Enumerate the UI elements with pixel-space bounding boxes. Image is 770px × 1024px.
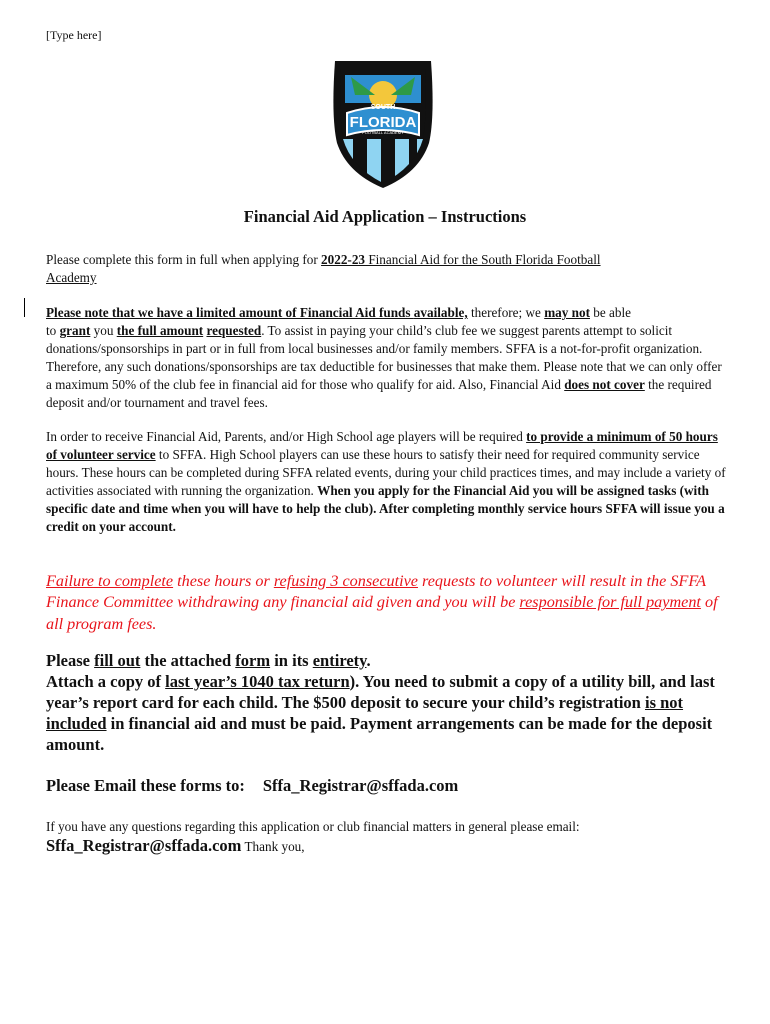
email-label: Please Email these forms to: [46, 776, 245, 795]
intro-paragraph: Please complete this form in full when applying for 2022-23 Financial Aid for the South Florida Football Academy [46, 252, 601, 285]
sffa-logo [331, 55, 435, 188]
thank-you-text: Thank you, [241, 839, 305, 854]
funds-note-paragraph: Please note that we have a limited amount of Financial Aid funds available, therefore; we may not be able to grant you the full amount requested. To assist in paying your child’s club fee we suggest parents attempt to solicit donations/sponsorships in part or in full from local businesses and/or family members. SFFA is a not-for-profit organization. Therefore, any such donations/sponsorships are tax deductible for businesses that make them. Please note that we can only offer a maximum 50% of the club fee in financial aid for those who qualify for aid. Also, Financial Aid does not cover the required deposit and/or tournament and travel fees. [46, 305, 722, 410]
page-title: Financial Aid Application – Instructions [243, 207, 527, 226]
closing-email-link[interactable]: Sffa_Registrar@sffada.com [46, 836, 242, 855]
header-placeholder: [Type here] [46, 28, 102, 42]
logo-sub-text: FOOTBALL ACADEMY [362, 130, 404, 135]
closing-line [46, 836, 305, 856]
email-forms-line [46, 776, 458, 796]
change-bar [24, 298, 25, 317]
volunteer-paragraph: In order to receive Financial Aid, Parents, and/or High School age players will be required to provide a minimum of 50 hours of volunteer service to SFFA. High School players can use these hours to satisfy their need for required community service hours. These hours can be completed during SFFA related events, during your child practices times, and may include a variety of activities associated with running the organization. When you apply for the Financial Aid you will be assigned tasks (with specific date and time when you will have to help the club). After completing monthly service hours SFFA will issue you a credit on your account. [46, 429, 726, 534]
registrar-email-link[interactable]: Sffa_Registrar@sffada.com [262, 776, 459, 795]
failure-warning: Failure to complete these hours or refusing 3 consecutive requests to volunteer will result in the SFFA Finance Committee withdrawing any financial aid given and you will be responsible for full payment of all program fees. [46, 572, 718, 633]
logo-top-text: SOUTH [370, 104, 396, 111]
submission-instructions: Please fill out the attached form in its entirety. Attach a copy of last year’s 1040 tax return). You need to submit a copy of a utility bill, and last year’s report card for each child. The $500 deposit to secure your child’s registration is not included in financial aid and must be paid. Payment arrangements can be made for the deposit amount. [46, 651, 715, 754]
questions-text: If you have any questions regarding this application or club financial matters in general please email: [46, 819, 580, 834]
logo-main-text: FLORIDA [349, 114, 417, 131]
